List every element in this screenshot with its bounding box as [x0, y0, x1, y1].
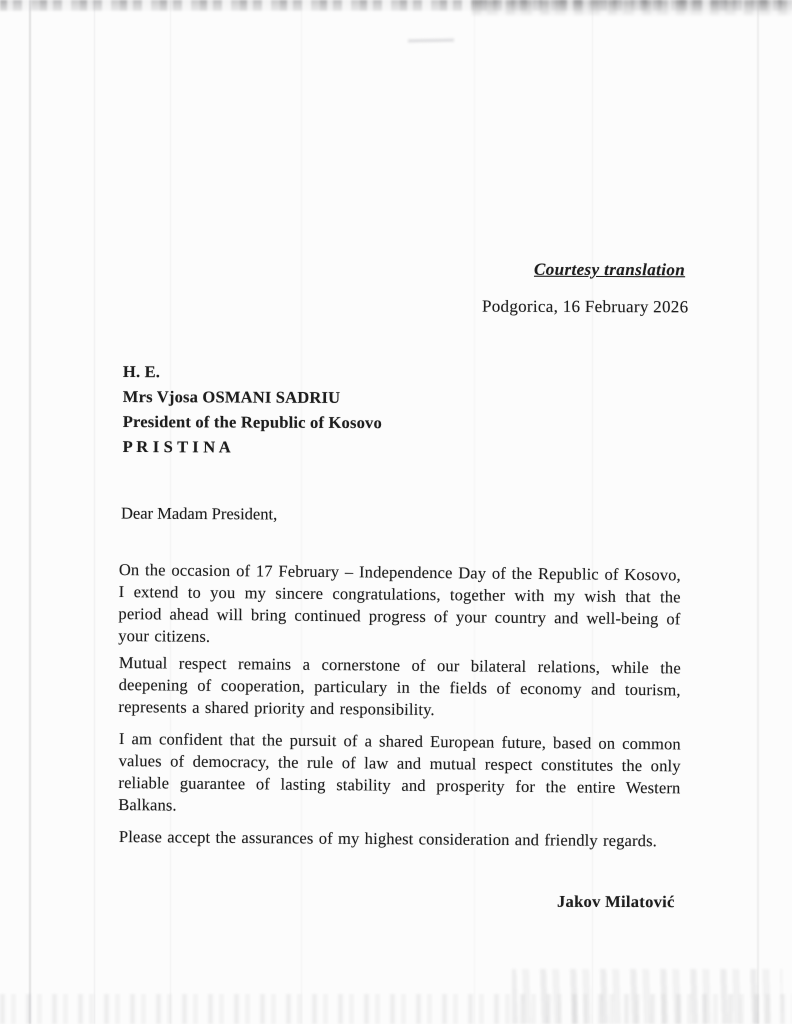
scan-streak	[757, 0, 759, 1024]
scan-streak	[29, 0, 31, 1024]
scan-smudge	[408, 39, 454, 43]
recipient-city: P R I S T I N A	[122, 436, 231, 457]
recipient-title: President of the Republic of Kosovo	[122, 411, 383, 433]
body-paragraph-3: I am confident that the pursuit of a shared European future, based on common values of democracy, the rule of law and mutual respect constitutes the only reliable guarantee of lasting stability and prosperity for the entire Western Balkans.	[118, 728, 681, 815]
scan-streak	[94, 0, 95, 1024]
recipient-name: Mrs Vjosa OSMANI SADRIU	[122, 386, 341, 407]
courtesy-translation-label: Courtesy translation	[533, 259, 686, 280]
recipient-honorific: H. E.	[122, 361, 161, 382]
scan-streak	[592, 0, 593, 1024]
dateline: Podgorica, 16 February 2026	[481, 296, 689, 317]
scan-streak	[301, 0, 302, 1024]
scan-artifact-bottom-right	[512, 969, 782, 1024]
recipient-address-block	[123, 359, 383, 460]
scan-streak	[474, 0, 475, 1024]
signature-name: Jakov Milatović	[556, 891, 675, 912]
salutation: Dear Madam President,	[120, 503, 278, 524]
closing-line: Please accept the assurances of my highest consideration and friendly regards.	[118, 826, 658, 851]
scan-artifact-top-fade	[0, 0, 792, 26]
body-paragraph-2: Mutual respect remains a cornerstone of our bilateral relations, while the deepening of cooperation, particulary in the fields of economy and tourism, represents a shared priority and responsibility.	[118, 652, 681, 720]
body-paragraph-1: On the occasion of 17 February – Independence Day of the Republic of Kosovo, I extend to you my sincere congratulations, together with my wish that the period ahead will bring continued progress of your country and well-being of your citizens.	[118, 559, 681, 646]
